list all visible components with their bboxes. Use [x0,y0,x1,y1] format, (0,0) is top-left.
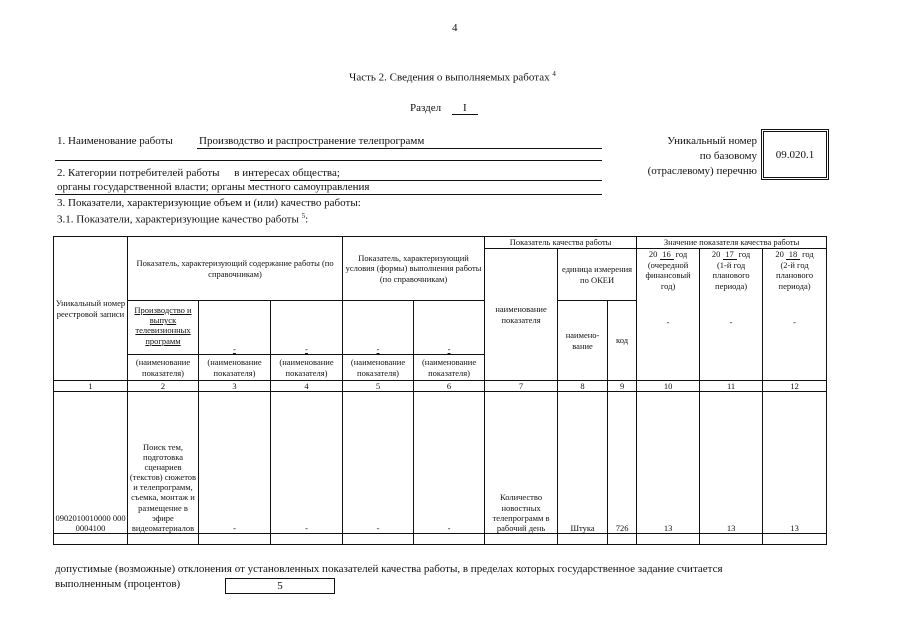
work-name-label: 1. Наименование работы [57,135,173,147]
page-number: 4 [452,22,458,34]
footer-percent: 5 [277,580,283,592]
col-num-3: 3 [199,381,271,392]
col-num-10: 10 [637,381,700,392]
h-content: Показатель, характеризующий содержание работы (по справочникам) [128,237,343,301]
year-2-value: 17 [723,249,737,260]
h-dash-11: - [729,316,733,327]
row-indicator: Количество новостных телепрограмм в рабочий день [485,392,558,534]
h-year-2: 20 17 год (1-й год планового периода) - [700,249,763,381]
footer-percent-box [225,578,335,594]
row-unit-code: 726 [608,392,637,534]
part-title [0,70,905,84]
consumers-underline-2 [55,194,602,195]
col-num-1: 1 [54,381,128,392]
indicators-label: 3. Показатели, характеризующие объем и (или) качество работы: [57,197,361,209]
h-c6: - [414,301,485,355]
section-label: Раздел [410,102,442,114]
row-c3: - [199,392,271,534]
part-title-note: 4 [552,70,556,78]
section-heading [410,102,478,115]
ind-caption-6: (наименование показателя) [414,355,485,381]
h-dash-12: - [793,316,796,327]
work-name-value: Производство и распространение телепрограмм [199,135,425,147]
work-name-underline [197,148,602,149]
row-value-3: 13 [763,392,827,534]
col-num-12: 12 [763,381,827,392]
quality-heading: 3.1. Показатели, характеризующие качество работы $^5$: [57,212,309,226]
h-unit: единица измерения по ОКЕИ [558,249,637,301]
unique-code-box [763,131,827,178]
ind-caption-4: (наименование показателя) [271,355,343,381]
col-num-7: 7 [485,381,558,392]
h-year-3: 20 18 год (2-й год планового периода) - [763,249,827,381]
unique-label-2: по базовому [699,150,757,162]
row-value-2: 13 [700,392,763,534]
work-name-underline-2 [55,160,602,161]
row-c4: - [271,392,343,534]
row-c5: - [343,392,414,534]
consumers-row [57,167,340,179]
quality-table [53,236,827,545]
col-num-9: 9 [608,381,637,392]
h-dash-10: - [666,316,670,327]
h-c2: Производство и выпуск телевизионных программ [128,301,199,355]
h-conditions: Показатель, характеризующий условия (формы) выполнения работы (по справочникам) [343,237,485,301]
part-title-text: Часть 2. Сведения о выполняемых работах [349,71,550,84]
ind-caption-3: (наименование показателя) [199,355,271,381]
row-c6: - [414,392,485,534]
col-num-2: 2 [128,381,199,392]
h-c5: - [343,301,414,355]
consumers-value: в интересах общества; [234,167,340,179]
col-num-5: 5 [343,381,414,392]
col-num-11: 11 [700,381,763,392]
consumers-label: 2. Категории потребителей работы [57,167,220,179]
row-value-1: 13 [637,392,700,534]
section-value: I [452,102,478,115]
year-2-desc: (1-й год планового периода) [712,260,750,291]
unique-code: 09.020.1 [775,148,815,161]
quality-label: 3.1. Показатели, характеризующие качество работы [57,213,299,226]
unique-label-1: Уникальный номер [667,135,757,147]
row-unique-number: 0902010010000 0000004100 [54,392,128,534]
year-1-value: 16 [660,249,674,260]
h-unit-code: код [608,301,637,381]
consumers-value-2: органы государственной власти; органы местного самоуправления [57,181,370,193]
year-3-value: 18 [786,249,800,260]
row-unit-name: Штука [558,392,608,534]
footer-text-2: выполненным (процентов) [55,578,181,590]
col-num-8: 8 [558,381,608,392]
footer-text-1: допустимые (возможные) отклонения от установленных показателей качества работы, в пределах которых государственное задание считается [55,563,723,575]
table-row-empty [54,534,827,545]
year-1-desc: (очередной финансовый год) [645,260,691,291]
row-content: Поиск тем, подготовка сценариев (текстов) сюжетов и телепрограмм, съемка, монтаж и размещение в эфире видеоматериалов [128,392,199,534]
table-row [54,392,827,534]
col-num-6: 6 [414,381,485,392]
ind-caption-5: (наименование показателя) [343,355,414,381]
unique-label-3: (отраслевому) перечню [647,165,757,177]
h-quality: Показатель качества работы [485,237,637,249]
h-ind-name: наименование показателя [485,249,558,381]
year-3-desc: (2-й год планового периода) [776,260,814,291]
h-unit-name: наимено-вание [558,301,608,381]
h-unique: Уникальный номер реестровой записи [54,237,128,381]
quality-note: 5 [301,212,306,220]
h-value: Значение показателя качества работы [637,237,827,249]
h-c4: - [271,301,343,355]
work-name-row [57,135,607,147]
h-c3: - [199,301,271,355]
h-year-1: 20 16 год (очередной финансовый год) - [637,249,700,381]
col-num-4: 4 [271,381,343,392]
ind-caption-2: (наименование показателя) [128,355,199,381]
